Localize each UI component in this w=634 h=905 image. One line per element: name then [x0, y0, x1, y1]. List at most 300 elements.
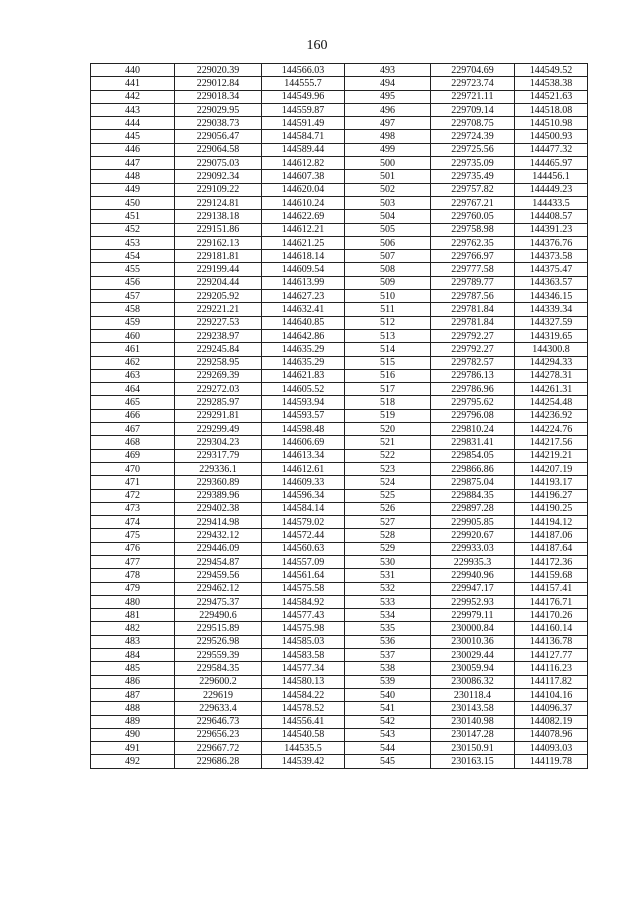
y-coordinate-cell: 144580.13	[262, 675, 345, 688]
y-coordinate-cell: 144391.23	[515, 223, 588, 236]
point-number-cell: 493	[345, 64, 431, 77]
y-coordinate-cell: 144596.34	[262, 489, 345, 502]
x-coordinate-cell: 229619	[175, 688, 262, 701]
x-coordinate-cell: 230143.58	[431, 702, 515, 715]
table-row	[91, 542, 588, 555]
x-coordinate-cell: 229704.69	[431, 64, 515, 77]
x-coordinate-cell: 229056.47	[175, 130, 262, 143]
table-row	[91, 329, 588, 342]
point-number-cell: 442	[91, 90, 175, 103]
point-number-cell: 471	[91, 476, 175, 489]
point-number-cell: 468	[91, 436, 175, 449]
point-number-cell: 473	[91, 502, 175, 515]
point-number-cell: 451	[91, 210, 175, 223]
table-row	[91, 688, 588, 701]
point-number-cell: 544	[345, 742, 431, 755]
point-number-cell: 489	[91, 715, 175, 728]
table-row	[91, 662, 588, 675]
point-number-cell: 440	[91, 64, 175, 77]
point-number-cell: 470	[91, 462, 175, 475]
y-coordinate-cell: 144477.32	[515, 143, 588, 156]
point-number-cell: 488	[91, 702, 175, 715]
y-coordinate-cell: 144449.23	[515, 183, 588, 196]
table-row	[91, 316, 588, 329]
point-number-cell: 504	[345, 210, 431, 223]
table-row	[91, 516, 588, 529]
point-number-cell: 510	[345, 290, 431, 303]
table-row	[91, 715, 588, 728]
point-number-cell: 478	[91, 569, 175, 582]
y-coordinate-cell: 144190.25	[515, 502, 588, 515]
table-row	[91, 77, 588, 90]
y-coordinate-cell: 144621.25	[262, 236, 345, 249]
x-coordinate-cell: 229875.04	[431, 476, 515, 489]
y-coordinate-cell: 144584.14	[262, 502, 345, 515]
point-number-cell: 522	[345, 449, 431, 462]
point-number-cell: 526	[345, 502, 431, 515]
point-number-cell: 540	[345, 688, 431, 701]
table-row	[91, 555, 588, 568]
table-row	[91, 409, 588, 422]
x-coordinate-cell: 229686.28	[175, 755, 262, 768]
point-number-cell: 503	[345, 196, 431, 209]
table-row	[91, 396, 588, 409]
point-number-cell: 484	[91, 649, 175, 662]
coordinates-table-body	[91, 64, 588, 769]
point-number-cell: 512	[345, 316, 431, 329]
y-coordinate-cell: 144373.58	[515, 250, 588, 263]
x-coordinate-cell: 229151.86	[175, 223, 262, 236]
y-coordinate-cell: 144621.83	[262, 369, 345, 382]
x-coordinate-cell: 229723.74	[431, 77, 515, 90]
point-number-cell: 545	[345, 755, 431, 768]
x-coordinate-cell: 229389.96	[175, 489, 262, 502]
table-row	[91, 263, 588, 276]
x-coordinate-cell: 229656.23	[175, 728, 262, 741]
point-number-cell: 535	[345, 622, 431, 635]
point-number-cell: 514	[345, 343, 431, 356]
y-coordinate-cell: 144319.65	[515, 329, 588, 342]
point-number-cell: 501	[345, 170, 431, 183]
y-coordinate-cell: 144535.5	[262, 742, 345, 755]
x-coordinate-cell: 229475.37	[175, 595, 262, 608]
x-coordinate-cell: 229162.13	[175, 236, 262, 249]
x-coordinate-cell: 229933.03	[431, 542, 515, 555]
y-coordinate-cell: 144159.68	[515, 569, 588, 582]
table-row	[91, 489, 588, 502]
x-coordinate-cell: 229490.6	[175, 609, 262, 622]
point-number-cell: 515	[345, 356, 431, 369]
table-row	[91, 529, 588, 542]
y-coordinate-cell: 144549.96	[262, 90, 345, 103]
point-number-cell: 469	[91, 449, 175, 462]
y-coordinate-cell: 144613.34	[262, 449, 345, 462]
x-coordinate-cell: 229796.08	[431, 409, 515, 422]
x-coordinate-cell: 229786.96	[431, 383, 515, 396]
x-coordinate-cell: 230140.98	[431, 715, 515, 728]
x-coordinate-cell: 229029.95	[175, 103, 262, 116]
y-coordinate-cell: 144294.33	[515, 356, 588, 369]
point-number-cell: 518	[345, 396, 431, 409]
y-coordinate-cell: 144618.14	[262, 250, 345, 263]
y-coordinate-cell: 144119.78	[515, 755, 588, 768]
x-coordinate-cell: 229092.34	[175, 170, 262, 183]
x-coordinate-cell: 230147.28	[431, 728, 515, 741]
table-row	[91, 502, 588, 515]
y-coordinate-cell: 144300.8	[515, 343, 588, 356]
table-row	[91, 90, 588, 103]
x-coordinate-cell: 229269.39	[175, 369, 262, 382]
x-coordinate-cell: 229064.58	[175, 143, 262, 156]
x-coordinate-cell: 229866.86	[431, 462, 515, 475]
table-row	[91, 117, 588, 130]
table-row	[91, 183, 588, 196]
y-coordinate-cell: 144566.03	[262, 64, 345, 77]
x-coordinate-cell: 229782.57	[431, 356, 515, 369]
point-number-cell: 516	[345, 369, 431, 382]
point-number-cell: 456	[91, 276, 175, 289]
y-coordinate-cell: 144549.52	[515, 64, 588, 77]
point-number-cell: 496	[345, 103, 431, 116]
x-coordinate-cell: 229646.73	[175, 715, 262, 728]
x-coordinate-cell: 229708.75	[431, 117, 515, 130]
x-coordinate-cell: 229947.17	[431, 582, 515, 595]
point-number-cell: 477	[91, 555, 175, 568]
point-number-cell: 443	[91, 103, 175, 116]
y-coordinate-cell: 144127.77	[515, 649, 588, 662]
table-row	[91, 582, 588, 595]
point-number-cell: 495	[345, 90, 431, 103]
x-coordinate-cell: 229446.09	[175, 542, 262, 555]
x-coordinate-cell: 229285.97	[175, 396, 262, 409]
x-coordinate-cell: 229360.89	[175, 476, 262, 489]
x-coordinate-cell: 229299.49	[175, 423, 262, 436]
x-coordinate-cell: 230029.44	[431, 649, 515, 662]
y-coordinate-cell: 144375.47	[515, 263, 588, 276]
x-coordinate-cell: 229667.72	[175, 742, 262, 755]
x-coordinate-cell: 229735.49	[431, 170, 515, 183]
x-coordinate-cell: 229559.39	[175, 649, 262, 662]
x-coordinate-cell: 229012.84	[175, 77, 262, 90]
y-coordinate-cell: 144577.43	[262, 609, 345, 622]
y-coordinate-cell: 144557.09	[262, 555, 345, 568]
point-number-cell: 450	[91, 196, 175, 209]
x-coordinate-cell: 229633.4	[175, 702, 262, 715]
point-number-cell: 483	[91, 635, 175, 648]
table-row	[91, 609, 588, 622]
x-coordinate-cell: 229787.56	[431, 290, 515, 303]
x-coordinate-cell: 229238.97	[175, 329, 262, 342]
x-coordinate-cell: 230000.84	[431, 622, 515, 635]
table-row	[91, 728, 588, 741]
table-row	[91, 702, 588, 715]
table-row	[91, 356, 588, 369]
y-coordinate-cell: 144433.5	[515, 196, 588, 209]
table-row	[91, 423, 588, 436]
point-number-cell: 460	[91, 329, 175, 342]
y-coordinate-cell: 144584.71	[262, 130, 345, 143]
point-number-cell: 461	[91, 343, 175, 356]
point-number-cell: 532	[345, 582, 431, 595]
point-number-cell: 517	[345, 383, 431, 396]
x-coordinate-cell: 229735.09	[431, 157, 515, 170]
point-number-cell: 446	[91, 143, 175, 156]
y-coordinate-cell: 144559.87	[262, 103, 345, 116]
point-number-cell: 520	[345, 423, 431, 436]
point-number-cell: 519	[345, 409, 431, 422]
y-coordinate-cell: 144605.52	[262, 383, 345, 396]
table-row	[91, 436, 588, 449]
x-coordinate-cell: 229227.53	[175, 316, 262, 329]
y-coordinate-cell: 144578.52	[262, 702, 345, 715]
table-row	[91, 635, 588, 648]
y-coordinate-cell: 144521.63	[515, 90, 588, 103]
point-number-cell: 541	[345, 702, 431, 715]
point-number-cell: 508	[345, 263, 431, 276]
point-number-cell: 465	[91, 396, 175, 409]
x-coordinate-cell: 229725.56	[431, 143, 515, 156]
y-coordinate-cell: 144187.64	[515, 542, 588, 555]
x-coordinate-cell: 229786.13	[431, 369, 515, 382]
point-number-cell: 543	[345, 728, 431, 741]
x-coordinate-cell: 229402.38	[175, 502, 262, 515]
y-coordinate-cell: 144261.31	[515, 383, 588, 396]
y-coordinate-cell: 144593.57	[262, 409, 345, 422]
y-coordinate-cell: 144598.48	[262, 423, 345, 436]
y-coordinate-cell: 144193.17	[515, 476, 588, 489]
table-row	[91, 383, 588, 396]
table-row	[91, 595, 588, 608]
table-row	[91, 157, 588, 170]
point-number-cell: 528	[345, 529, 431, 542]
table-row	[91, 64, 588, 77]
x-coordinate-cell: 230163.15	[431, 755, 515, 768]
y-coordinate-cell: 144500.93	[515, 130, 588, 143]
x-coordinate-cell: 229897.28	[431, 502, 515, 515]
y-coordinate-cell: 144116.23	[515, 662, 588, 675]
point-number-cell: 467	[91, 423, 175, 436]
x-coordinate-cell: 229724.39	[431, 130, 515, 143]
point-number-cell: 539	[345, 675, 431, 688]
point-number-cell: 476	[91, 542, 175, 555]
x-coordinate-cell: 229777.58	[431, 263, 515, 276]
y-coordinate-cell: 144339.34	[515, 303, 588, 316]
x-coordinate-cell: 229789.77	[431, 276, 515, 289]
coordinates-table	[90, 63, 588, 769]
y-coordinate-cell: 144556.41	[262, 715, 345, 728]
point-number-cell: 475	[91, 529, 175, 542]
y-coordinate-cell: 144620.04	[262, 183, 345, 196]
y-coordinate-cell: 144363.57	[515, 276, 588, 289]
y-coordinate-cell: 144207.19	[515, 462, 588, 475]
table-row	[91, 569, 588, 582]
point-number-cell: 492	[91, 755, 175, 768]
table-row	[91, 449, 588, 462]
point-number-cell: 445	[91, 130, 175, 143]
y-coordinate-cell: 144194.12	[515, 516, 588, 529]
point-number-cell: 525	[345, 489, 431, 502]
y-coordinate-cell: 144583.58	[262, 649, 345, 662]
point-number-cell: 511	[345, 303, 431, 316]
point-number-cell: 485	[91, 662, 175, 675]
point-number-cell: 457	[91, 290, 175, 303]
x-coordinate-cell: 229721.11	[431, 90, 515, 103]
point-number-cell: 533	[345, 595, 431, 608]
x-coordinate-cell: 229758.98	[431, 223, 515, 236]
x-coordinate-cell: 229038.73	[175, 117, 262, 130]
y-coordinate-cell: 144612.61	[262, 462, 345, 475]
table-row	[91, 290, 588, 303]
x-coordinate-cell: 229317.79	[175, 449, 262, 462]
y-coordinate-cell: 144612.82	[262, 157, 345, 170]
y-coordinate-cell: 144591.49	[262, 117, 345, 130]
table-row	[91, 675, 588, 688]
point-number-cell: 464	[91, 383, 175, 396]
point-number-cell: 529	[345, 542, 431, 555]
point-number-cell: 513	[345, 329, 431, 342]
point-number-cell: 481	[91, 609, 175, 622]
x-coordinate-cell: 229600.2	[175, 675, 262, 688]
table-row	[91, 143, 588, 156]
x-coordinate-cell: 229781.84	[431, 316, 515, 329]
point-number-cell: 479	[91, 582, 175, 595]
x-coordinate-cell: 229920.67	[431, 529, 515, 542]
table-row	[91, 649, 588, 662]
point-number-cell: 487	[91, 688, 175, 701]
x-coordinate-cell: 229854.05	[431, 449, 515, 462]
table-row	[91, 130, 588, 143]
y-coordinate-cell: 144539.42	[262, 755, 345, 768]
y-coordinate-cell: 144093.03	[515, 742, 588, 755]
point-number-cell: 537	[345, 649, 431, 662]
y-coordinate-cell: 144561.64	[262, 569, 345, 582]
table-row	[91, 343, 588, 356]
point-number-cell: 507	[345, 250, 431, 263]
table-row	[91, 250, 588, 263]
point-number-cell: 453	[91, 236, 175, 249]
x-coordinate-cell: 229138.18	[175, 210, 262, 223]
x-coordinate-cell: 229245.84	[175, 343, 262, 356]
y-coordinate-cell: 144408.57	[515, 210, 588, 223]
y-coordinate-cell: 144136.78	[515, 635, 588, 648]
x-coordinate-cell: 229454.87	[175, 555, 262, 568]
table-row	[91, 170, 588, 183]
x-coordinate-cell: 229762.35	[431, 236, 515, 249]
y-coordinate-cell: 144632.41	[262, 303, 345, 316]
x-coordinate-cell: 230010.36	[431, 635, 515, 648]
x-coordinate-cell: 229018.34	[175, 90, 262, 103]
y-coordinate-cell: 144575.98	[262, 622, 345, 635]
table-row	[91, 622, 588, 635]
y-coordinate-cell: 144612.21	[262, 223, 345, 236]
y-coordinate-cell: 144078.96	[515, 728, 588, 741]
y-coordinate-cell: 144117.82	[515, 675, 588, 688]
point-number-cell: 448	[91, 170, 175, 183]
y-coordinate-cell: 144606.69	[262, 436, 345, 449]
point-number-cell: 524	[345, 476, 431, 489]
y-coordinate-cell: 144572.44	[262, 529, 345, 542]
y-coordinate-cell: 144196.27	[515, 489, 588, 502]
x-coordinate-cell: 229336.1	[175, 462, 262, 475]
y-coordinate-cell: 144510.98	[515, 117, 588, 130]
table-row	[91, 462, 588, 475]
x-coordinate-cell: 229181.81	[175, 250, 262, 263]
table-row	[91, 103, 588, 116]
y-coordinate-cell: 144560.63	[262, 542, 345, 555]
x-coordinate-cell: 229258.95	[175, 356, 262, 369]
x-coordinate-cell: 230086.32	[431, 675, 515, 688]
y-coordinate-cell: 144585.03	[262, 635, 345, 648]
x-coordinate-cell: 229792.27	[431, 329, 515, 342]
y-coordinate-cell: 144627.23	[262, 290, 345, 303]
point-number-cell: 542	[345, 715, 431, 728]
point-number-cell: 447	[91, 157, 175, 170]
table-row	[91, 755, 588, 768]
x-coordinate-cell: 229795.62	[431, 396, 515, 409]
x-coordinate-cell: 229979.11	[431, 609, 515, 622]
point-number-cell: 455	[91, 263, 175, 276]
page-number: 160	[306, 38, 328, 53]
x-coordinate-cell: 229020.39	[175, 64, 262, 77]
point-number-cell: 536	[345, 635, 431, 648]
x-coordinate-cell: 229221.21	[175, 303, 262, 316]
x-coordinate-cell: 229760.05	[431, 210, 515, 223]
table-row	[91, 276, 588, 289]
y-coordinate-cell: 144538.38	[515, 77, 588, 90]
x-coordinate-cell: 229204.44	[175, 276, 262, 289]
y-coordinate-cell: 144217.56	[515, 436, 588, 449]
y-coordinate-cell: 144224.76	[515, 423, 588, 436]
y-coordinate-cell: 144579.02	[262, 516, 345, 529]
y-coordinate-cell: 144589.44	[262, 143, 345, 156]
y-coordinate-cell: 144555.7	[262, 77, 345, 90]
y-coordinate-cell: 144170.26	[515, 609, 588, 622]
y-coordinate-cell: 144096.37	[515, 702, 588, 715]
x-coordinate-cell: 229767.21	[431, 196, 515, 209]
point-number-cell: 482	[91, 622, 175, 635]
y-coordinate-cell: 144622.69	[262, 210, 345, 223]
y-coordinate-cell: 144635.29	[262, 356, 345, 369]
x-coordinate-cell: 229584.35	[175, 662, 262, 675]
x-coordinate-cell: 229432.12	[175, 529, 262, 542]
table-row	[91, 196, 588, 209]
y-coordinate-cell: 144465.97	[515, 157, 588, 170]
y-coordinate-cell: 144635.29	[262, 343, 345, 356]
point-number-cell: 494	[345, 77, 431, 90]
point-number-cell: 523	[345, 462, 431, 475]
point-number-cell: 463	[91, 369, 175, 382]
y-coordinate-cell: 144327.59	[515, 316, 588, 329]
point-number-cell: 490	[91, 728, 175, 741]
y-coordinate-cell: 144575.58	[262, 582, 345, 595]
y-coordinate-cell: 144609.54	[262, 263, 345, 276]
y-coordinate-cell: 144640.85	[262, 316, 345, 329]
point-number-cell: 502	[345, 183, 431, 196]
y-coordinate-cell: 144584.92	[262, 595, 345, 608]
y-coordinate-cell: 144613.99	[262, 276, 345, 289]
y-coordinate-cell: 144176.71	[515, 595, 588, 608]
y-coordinate-cell: 144456.1	[515, 170, 588, 183]
point-number-cell: 498	[345, 130, 431, 143]
y-coordinate-cell: 144346.15	[515, 290, 588, 303]
y-coordinate-cell: 144610.24	[262, 196, 345, 209]
x-coordinate-cell: 229952.93	[431, 595, 515, 608]
x-coordinate-cell: 229304.23	[175, 436, 262, 449]
x-coordinate-cell: 230059.94	[431, 662, 515, 675]
point-number-cell: 491	[91, 742, 175, 755]
point-number-cell: 462	[91, 356, 175, 369]
x-coordinate-cell: 230118.4	[431, 688, 515, 701]
